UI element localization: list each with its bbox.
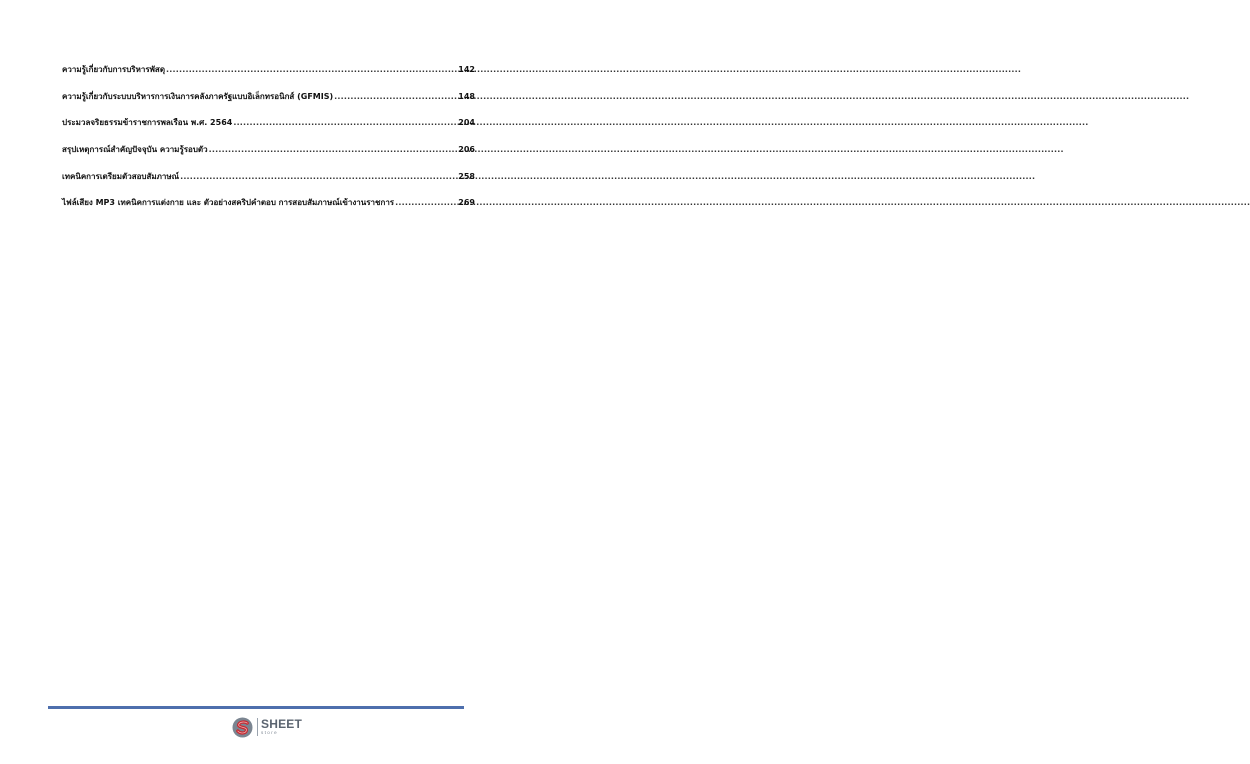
toc-entry[interactable] bbox=[62, 143, 475, 157]
toc-page-number: 142 bbox=[458, 65, 475, 74]
toc-dot-leader bbox=[233, 118, 456, 127]
toc-dot-leader bbox=[180, 172, 456, 181]
toc-page-number: 206 bbox=[458, 145, 475, 155]
toc-entry-title: ความรู้เกี่ยวกับการบริหารพัสดุ bbox=[62, 65, 166, 74]
logo-wordmark: SHEET bbox=[261, 717, 303, 732]
logo-text bbox=[261, 718, 302, 736]
toc-entry-title: เทคนิคการเตรียมตัวสอบสัมภาษณ์ bbox=[62, 171, 180, 181]
toc-page-number: 258 bbox=[458, 171, 475, 181]
toc-dot-leader bbox=[334, 92, 456, 101]
toc-entry-title: สรุปเหตุการณ์สำคัญปัจจุบัน ความรู้รอบตัว bbox=[62, 145, 208, 155]
sheet-store-logo bbox=[232, 716, 302, 738]
toc-entry-title: ความรู้เกี่ยวกับระบบบริหารการเงินการคลังภาครัฐแบบอิเล็กทรอนิกส์ (GFMIS) bbox=[62, 91, 334, 101]
sheet-store-s-logo-icon bbox=[232, 717, 253, 738]
toc-dot-leader bbox=[395, 198, 456, 207]
toc-entry[interactable] bbox=[62, 116, 475, 130]
toc-entry[interactable] bbox=[62, 170, 475, 184]
toc-page-number: 148 bbox=[458, 91, 475, 101]
toc-entry[interactable] bbox=[62, 90, 475, 104]
toc-entry[interactable] bbox=[62, 63, 475, 77]
toc-dot-leader bbox=[166, 65, 456, 74]
toc-dot-leader bbox=[209, 145, 457, 154]
toc-page-number: 204 bbox=[458, 118, 475, 128]
table-of-contents bbox=[62, 63, 475, 223]
toc-entry[interactable] bbox=[62, 196, 475, 210]
toc-page-number: 269 bbox=[458, 198, 475, 208]
logo-divider bbox=[257, 718, 258, 736]
footer-divider bbox=[48, 706, 464, 709]
toc-entry-title: ไฟล์เสียง MP3 เทคนิคการแต่งกาย และ ตัวอย่างสคริปคำตอบ การสอบสัมภาษณ์เข้างานราชการ bbox=[62, 198, 395, 208]
toc-entry-title: ประมวลจริยธรรมข้าราชการพลเรือน พ.ศ. 2564 bbox=[62, 118, 233, 128]
logo-subtitle: store bbox=[261, 730, 279, 736]
